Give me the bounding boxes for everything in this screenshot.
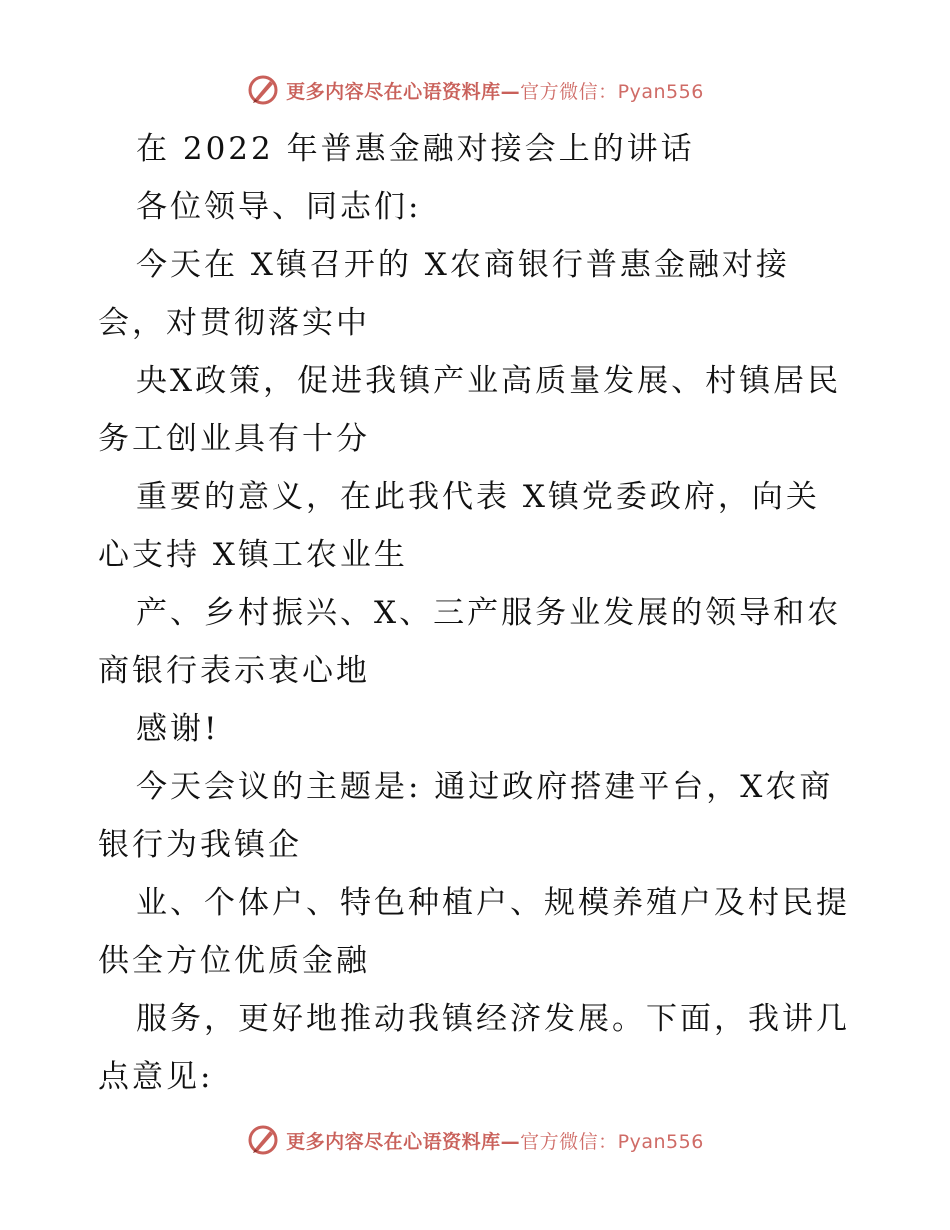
doc-line: 业、个体户、特色种植户、规模养殖户及村民提 [136,885,850,921]
doc-line: 务工创业具有十分 [98,421,370,457]
doc-line: 心支持 X镇工农业生 [98,537,408,573]
header-watermark [0,70,950,110]
quill-pen-logo-icon [246,1123,280,1157]
doc-line: 重要的意义，在此我代表 X镇党委政府，向关 [136,479,820,515]
doc-line: 今天在 X镇召开的 X农商银行普惠金融对接 [136,247,790,283]
doc-line: 今天会议的主题是: 通过政府搭建平台，X农商 [136,769,834,805]
watermark-contact: 官方微信：Pyan556 [520,80,704,103]
doc-line: 商银行表示衷心地 [98,653,370,689]
footer-watermark [0,1120,950,1160]
quill-pen-logo-icon [246,73,280,107]
doc-line: 在 2022 年普惠金融对接会上的讲话 [136,131,695,167]
doc-line: 各位领导、同志们: [136,189,422,225]
document-body [98,120,858,1106]
watermark-brand: 更多内容尽在心语资料库 [286,80,501,103]
watermark-text [286,1127,704,1154]
doc-line: 感谢! [136,711,220,747]
doc-line: 产、乡村振兴、X、三产服务业发展的领导和农 [136,595,842,631]
watermark-separator: — [500,80,521,103]
watermark-brand: 更多内容尽在心语资料库 [286,1130,501,1153]
watermark-separator: — [500,1130,521,1153]
doc-line: 银行为我镇企 [98,827,302,863]
doc-line: 供全方位优质金融 [98,943,370,979]
watermark-text [286,77,704,104]
doc-line: 央X政策，促进我镇产业高质量发展、村镇居民 [136,363,842,399]
doc-line: 点意见: [98,1059,214,1095]
doc-line: 服务，更好地推动我镇经济发展。下面，我讲几 [136,1001,850,1037]
doc-line: 会，对贯彻落实中 [98,305,370,341]
watermark-contact: 官方微信：Pyan556 [520,1130,704,1153]
